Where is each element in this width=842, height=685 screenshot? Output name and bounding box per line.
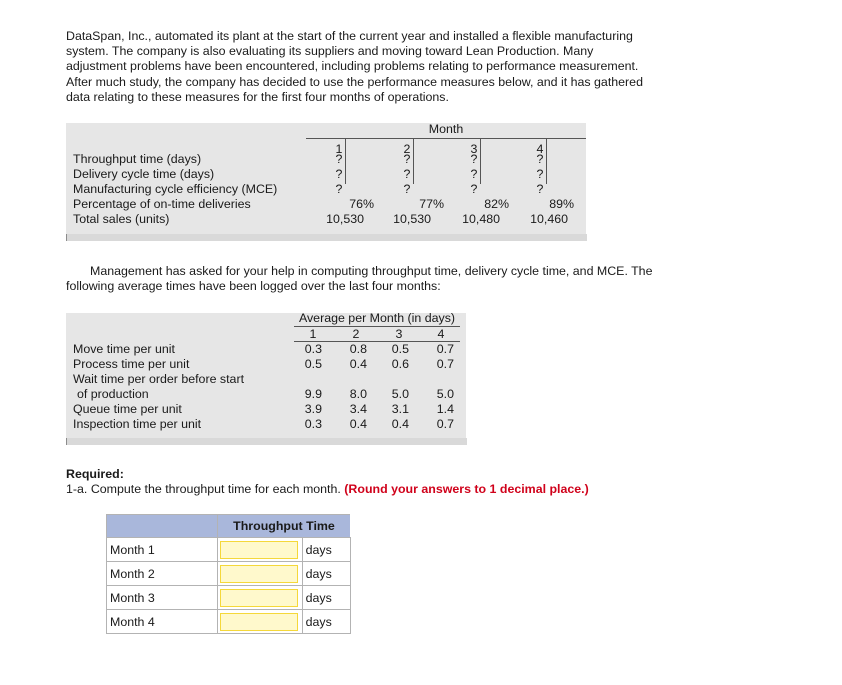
month-2-header: 2 (352, 327, 360, 341)
intro-line: system. The company is also evaluating its suppliers and moving toward Lean Production. Many (66, 44, 594, 59)
intro-line: adjustment problems have been encountered, including problems relating to performance measurement. (66, 59, 639, 74)
answer-row (107, 610, 351, 634)
table-cell: 0.4 (349, 417, 367, 431)
management-paragraph (66, 264, 686, 294)
table-cell: 0.7 (436, 357, 454, 371)
row-label-mce: Manufacturing cycle efficiency (MCE) (73, 182, 278, 196)
table-footer-bar (66, 438, 467, 445)
row-label-total-sales: Total sales (units) (73, 212, 170, 226)
table-cell: 10,460 (530, 212, 568, 226)
answer-row-label: Month 1 (107, 538, 218, 562)
answer-row-label: Month 2 (107, 562, 218, 586)
column-rule (413, 139, 414, 184)
column-rule (345, 139, 346, 184)
table-cell: 3.9 (304, 402, 322, 416)
row-label-on-time: Percentage of on-time deliveries (73, 197, 251, 211)
table-cell: 0.6 (391, 357, 409, 371)
table-footer-bar (66, 234, 587, 241)
intro-line: data relating to these measures for the first four months of operations. (66, 89, 449, 104)
table-cell: 89% (549, 197, 574, 211)
throughput-month-3-input[interactable] (220, 589, 298, 607)
table-cell: ? (536, 152, 544, 166)
answer-row (107, 586, 351, 610)
table-cell: 10,530 (326, 212, 364, 226)
answer-input-cell (218, 610, 303, 634)
answer-input-cell (218, 586, 303, 610)
table-cell: ? (470, 152, 478, 166)
throughput-answer-table (106, 514, 351, 634)
answer-unit: days (302, 610, 350, 634)
table-cell: 10,530 (393, 212, 431, 226)
row-label-process-time: Process time per unit (73, 357, 190, 371)
table-cell: 8.0 (349, 387, 367, 401)
month-4-header: 4 (437, 327, 445, 341)
answer-row (107, 538, 351, 562)
table-cell: 0.5 (391, 342, 409, 356)
table-cell: ? (335, 152, 343, 166)
answer-row-label: Month 3 (107, 586, 218, 610)
answer-input-cell (218, 562, 303, 586)
month-header: Month (428, 122, 464, 136)
answer-row-label: Month 4 (107, 610, 218, 634)
row-label-wait-time-cont: of production (77, 387, 149, 401)
table-cell: ? (470, 182, 478, 196)
rounding-instruction: (Round your answers to 1 decimal place.) (344, 482, 589, 496)
mgmt-line: following average times have been logged over the last four months: (66, 279, 441, 294)
table-cell: 9.9 (304, 387, 322, 401)
table-cell: 5.0 (436, 387, 454, 401)
month-3-header: 3 (470, 142, 478, 156)
average-header: Average per Month (in days) (298, 311, 456, 325)
row-label-delivery-cycle: Delivery cycle time (days) (73, 167, 215, 181)
table-cell: ? (335, 182, 343, 196)
table-cell: 82% (484, 197, 509, 211)
row-label-move-time: Move time per unit (73, 342, 175, 356)
row-label-inspection-time: Inspection time per unit (73, 417, 202, 431)
answer-unit: days (302, 586, 350, 610)
item-text: Compute the throughput time for each month. (90, 482, 341, 496)
column-rule (546, 139, 547, 184)
table-cell: 3.1 (391, 402, 409, 416)
intro-paragraph (66, 29, 686, 105)
table-cell: 0.7 (436, 342, 454, 356)
table-cell: 0.7 (436, 417, 454, 431)
month-4-header: 4 (536, 142, 544, 156)
throughput-month-4-input[interactable] (220, 613, 298, 631)
required-section (66, 467, 589, 497)
table-cell: ? (536, 182, 544, 196)
table-cell: ? (335, 167, 343, 181)
throughput-month-2-input[interactable] (220, 565, 298, 583)
answer-header-blank (107, 515, 218, 538)
table-cell: ? (403, 152, 411, 166)
row-label-queue-time: Queue time per unit (73, 402, 182, 416)
month-1-header: 1 (309, 327, 317, 341)
intro-line: DataSpan, Inc., automated its plant at the start of the current year and installed a flexible manufacturing (66, 29, 633, 43)
table-cell: 77% (419, 197, 444, 211)
answer-row (107, 562, 351, 586)
row-label-throughput: Throughput time (days) (73, 152, 202, 166)
table-cell: 0.4 (391, 417, 409, 431)
table-cell: ? (470, 167, 478, 181)
table-cell: 10,480 (462, 212, 500, 226)
table-cell: 76% (349, 197, 374, 211)
answer-unit: days (302, 538, 350, 562)
table-cell: ? (403, 182, 411, 196)
answer-unit: days (302, 562, 350, 586)
answer-header-row (107, 515, 351, 538)
table-cell: 5.0 (391, 387, 409, 401)
table-cell: ? (536, 167, 544, 181)
throughput-month-1-input[interactable] (220, 541, 298, 559)
answer-column-header: Throughput Time (218, 515, 351, 538)
table-cell: 0.5 (304, 357, 322, 371)
month-1-header: 1 (335, 142, 343, 156)
table-cell: 1.4 (436, 402, 454, 416)
header-rule (306, 138, 586, 139)
row-label-wait-time: Wait time per order before start (73, 372, 245, 386)
table-cell: 0.4 (349, 357, 367, 371)
table-cell: 0.3 (304, 342, 322, 356)
answer-input-cell (218, 538, 303, 562)
intro-line: After much study, the company has decided to use the performance measures below, and it has gathered (66, 74, 643, 89)
mgmt-line: Management has asked for your help in computing throughput time, delivery cycle time, and MCE. The (90, 264, 653, 278)
table-cell: 0.3 (304, 417, 322, 431)
table-cell: ? (403, 167, 411, 181)
required-heading: Required: (66, 467, 124, 481)
column-rule (480, 139, 481, 184)
item-number: 1-a. (66, 482, 88, 496)
month-3-header: 3 (395, 327, 403, 341)
table-cell: 0.8 (349, 342, 367, 356)
month-2-header: 2 (403, 142, 411, 156)
table-cell: 3.4 (349, 402, 367, 416)
